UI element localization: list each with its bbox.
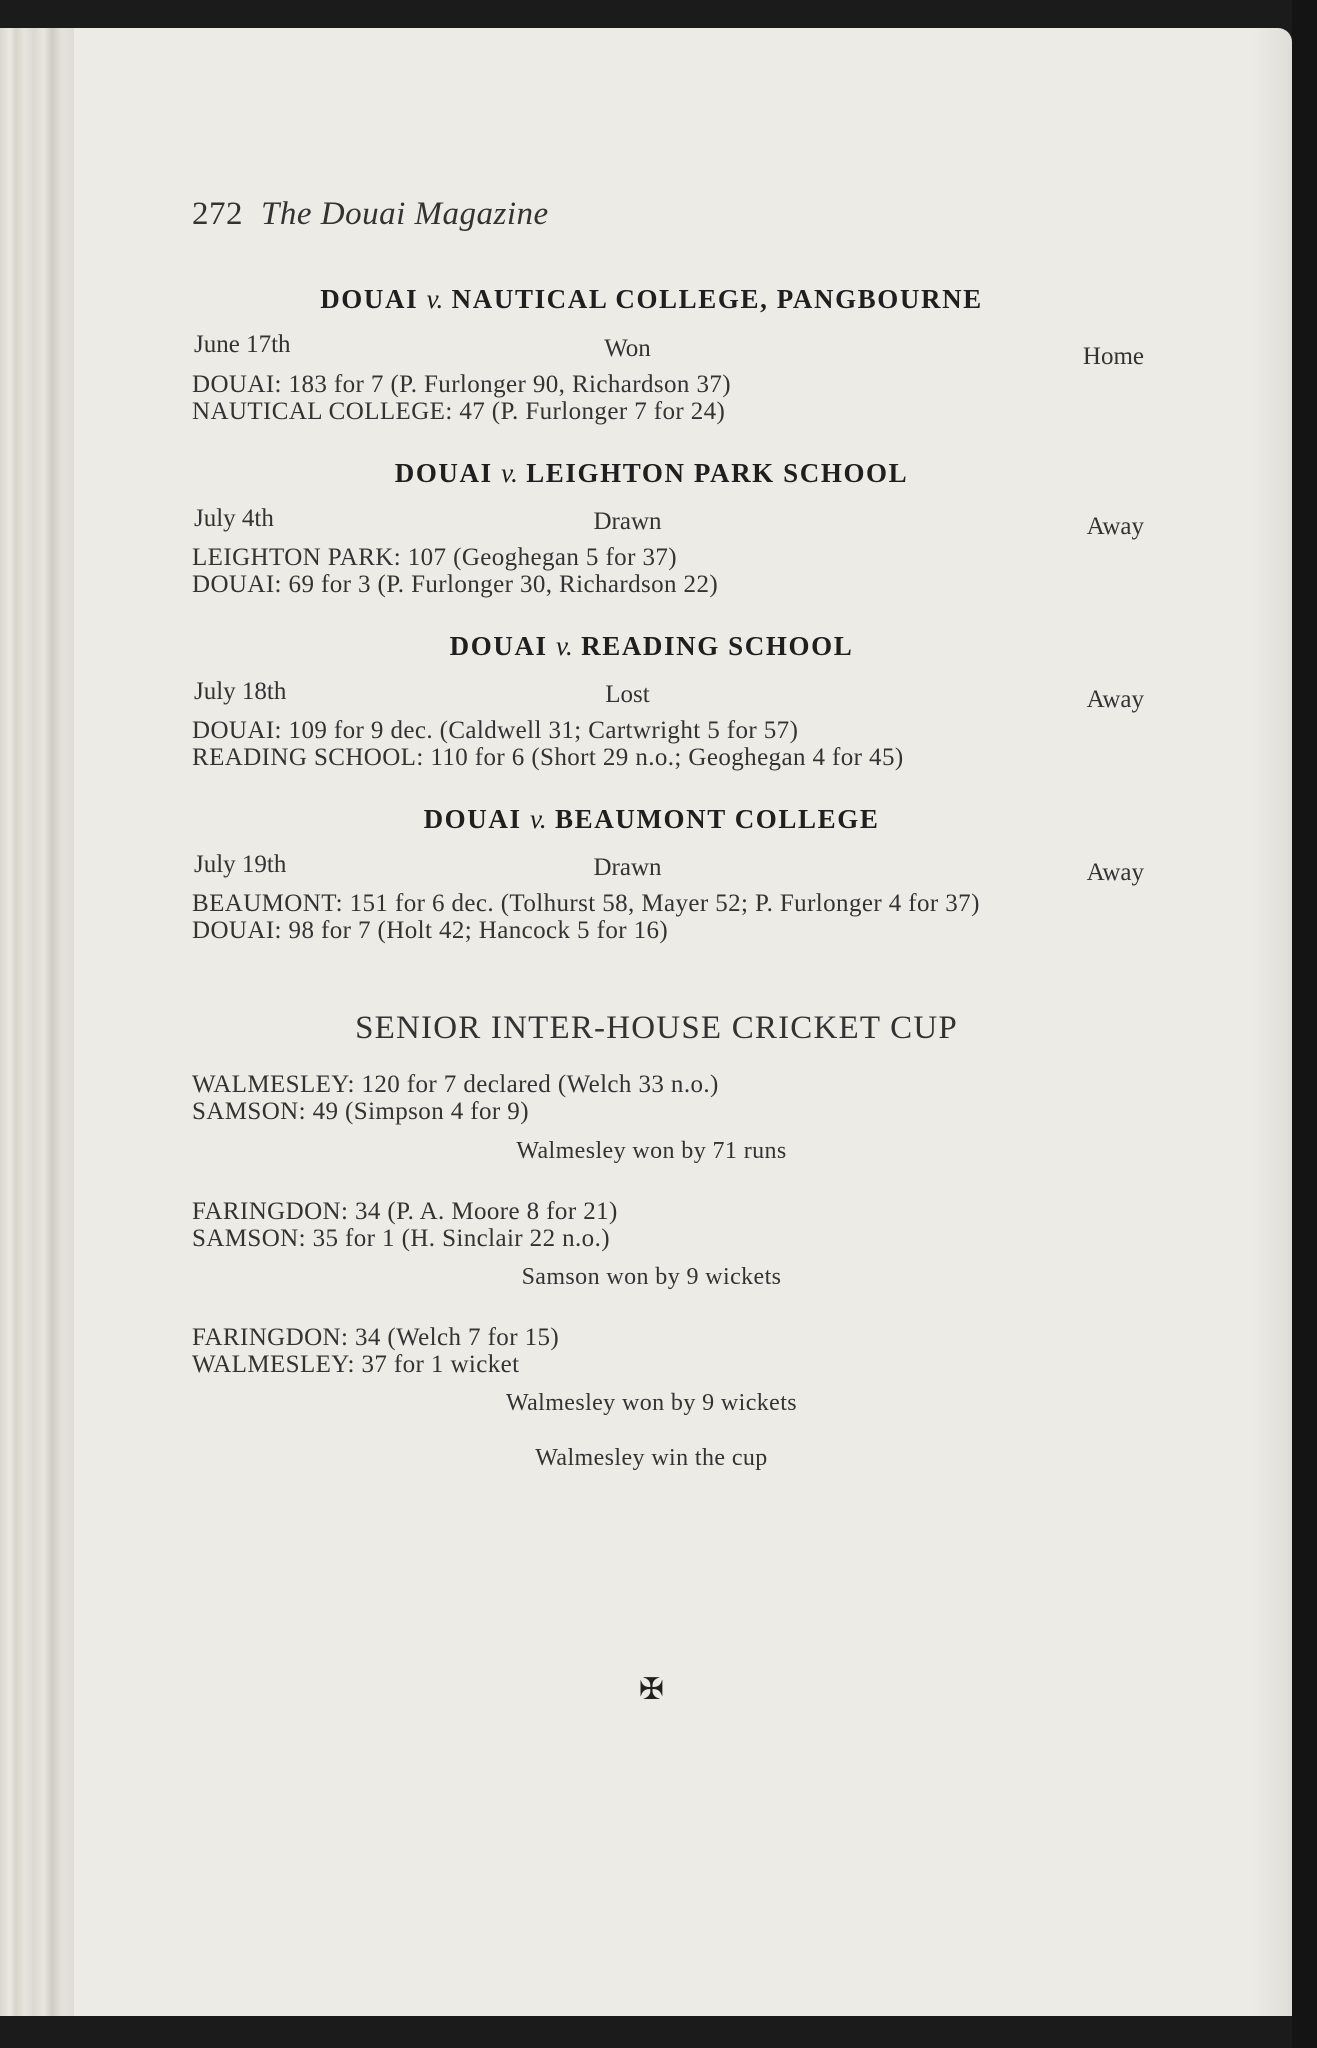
score-line: SAMSON: 49 (Simpson 4 for 9) [192,1098,529,1125]
match-team: DOUAI [320,284,419,314]
match-team: DOUAI [449,631,548,661]
score-line: DOUAI: 109 for 9 dec. (Caldwell 31; Cartwright 5 for 57) [192,717,799,744]
match-result: Drawn [593,854,662,881]
match-date: July 4th [194,505,274,532]
magazine-title: The Douai Magazine [261,196,549,232]
versus-label: v. [556,631,573,661]
match-opponent: READING SCHOOL [581,631,854,661]
score-line: NAUTICAL COLLEGE: 47 (P. Furlonger 7 for 24) [192,398,726,425]
game-result: Walmesley won by 71 runs [516,1138,787,1164]
match-title-beaumont [74,804,1229,835]
score-line: SAMSON: 35 for 1 (H. Sinclair 22 n.o.) [192,1225,610,1252]
section-title: SENIOR INTER-HOUSE CRICKET CUP [355,1010,958,1046]
book-cover-edge [1292,0,1317,2048]
match-opponent: LEIGHTON PARK SCHOOL [526,458,909,488]
match-opponent: NAUTICAL COLLEGE, PANGBOURNE [451,284,983,314]
match-title-pangbourne [74,284,1229,315]
match-venue: Away [1086,859,1144,886]
score-line: BEAUMONT: 151 for 6 dec. (Tolhurst 58, Mayer 52; P. Furlonger 4 for 37) [192,890,980,917]
score-line: FARINGDON: 34 (Welch 7 for 15) [192,1324,560,1351]
match-venue: Away [1086,686,1144,713]
match-team: DOUAI [394,458,493,488]
match-result: Drawn [593,508,662,535]
game-result: Samson won by 9 wickets [521,1264,782,1290]
match-result: Won [604,335,651,362]
score-line: LEIGHTON PARK: 107 (Geoghegan 5 for 37) [192,544,677,571]
match-opponent: BEAUMONT COLLEGE [555,804,880,834]
match-venue: Away [1086,513,1144,540]
score-line: WALMESLEY: 37 for 1 wicket [192,1351,520,1378]
game-result: Walmesley won by 9 wickets [505,1390,798,1416]
match-title-reading-school [74,631,1229,662]
score-line: DOUAI: 69 for 3 (P. Furlonger 30, Richardson 22) [192,571,719,598]
versus-label: v. [529,804,547,834]
cross-ornament-icon: ✠ [638,1673,665,1706]
page-gutter-shadow [1252,28,1292,2016]
page-edge-stack [0,28,74,2016]
match-title-leighton-park [74,458,1229,489]
cup-winner: Walmesley win the cup [535,1445,768,1471]
match-date: July 18th [194,678,287,705]
versus-label: v. [426,284,444,314]
match-team: DOUAI [423,804,522,834]
match-date: June 17th [194,331,291,358]
book-page [74,28,1292,2016]
versus-label: v. [501,458,518,488]
score-line: WALMESLEY: 120 for 7 declared (Welch 33 n.o.) [192,1071,719,1098]
score-line: READING SCHOOL: 110 for 6 (Short 29 n.o.; Geoghegan 4 for 45) [192,744,904,771]
match-result: Lost [605,681,650,708]
match-date: July 19th [194,851,287,878]
score-line: DOUAI: 183 for 7 (P. Furlonger 90, Richardson 37) [192,371,731,398]
page-number: 272 [192,196,243,232]
score-line: DOUAI: 98 for 7 (Holt 42; Hancock 5 for 16) [192,917,669,944]
running-header [192,196,549,233]
match-venue: Home [1082,343,1144,370]
score-line: FARINGDON: 34 (P. A. Moore 8 for 21) [192,1198,618,1225]
